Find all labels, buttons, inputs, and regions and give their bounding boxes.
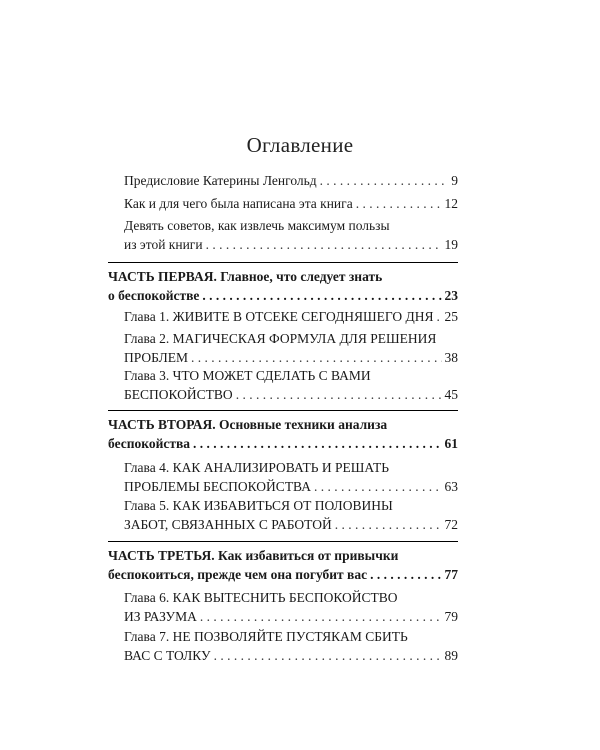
dot-leader [314, 477, 442, 496]
section-divider [108, 410, 458, 411]
toc-entry-label: Глава 3. ЧТО МОЖЕТ СДЕЛАТЬ С ВАМИ [124, 368, 371, 383]
toc-entry-label: БЕСПОКОЙСТВО [124, 387, 233, 402]
dot-leader [356, 194, 442, 213]
toc-entry-label: ПРОБЛЕМ [124, 350, 188, 365]
toc-page-number: 12 [444, 196, 458, 211]
toc-page-number: 63 [444, 479, 458, 494]
section-divider [108, 262, 458, 263]
toc-part-1 [108, 267, 458, 305]
dot-leader [200, 607, 442, 626]
toc-entry-label: Глава 5. КАК ИЗБАВИТЬСЯ ОТ ПОЛОВИНЫ [124, 498, 393, 513]
dot-leader [193, 434, 441, 453]
toc-entry-label: Глава 7. НЕ ПОЗВОЛЯЙТЕ ПУСТЯКАМ СБИТЬ [124, 629, 408, 644]
dot-leader [202, 286, 441, 305]
toc-entry-label: Глава 6. КАК ВЫТЕСНИТЬ БЕСПОКОЙСТВО [124, 590, 398, 605]
toc-entry-label: Глава 4. КАК АНАЛИЗИРОВАТЬ И РЕШАТЬ [124, 460, 389, 475]
section-divider [108, 541, 458, 542]
toc-page-number: 23 [444, 288, 458, 303]
toc-part-label: беспокоиться, прежде чем она погубит вас [108, 567, 368, 582]
toc-page-number: 9 [451, 173, 458, 188]
toc-part-label: ЧАСТЬ ТРЕТЬЯ. Как избавиться от привычки [108, 548, 399, 563]
toc-part-label: ЧАСТЬ ПЕРВАЯ. Главное, что следует знать [108, 269, 383, 284]
toc-entry-label: Глава 2. МАГИЧЕСКАЯ ФОРМУЛА ДЛЯ РЕШЕНИЯ [124, 331, 437, 346]
toc-page-number: 45 [444, 387, 458, 402]
toc-page-number: 38 [444, 350, 458, 365]
dot-leader [335, 515, 442, 534]
toc-part-label: ЧАСТЬ ВТОРАЯ. Основные техники анализа [108, 417, 388, 432]
toc-chapter-4 [124, 458, 458, 496]
toc-page-number: 89 [444, 648, 458, 663]
toc-chapter-3 [124, 366, 458, 404]
dot-leader [320, 171, 449, 190]
toc-part-3 [108, 546, 458, 584]
toc-chapter-7 [124, 627, 458, 665]
toc-page-number: 72 [444, 517, 458, 532]
dot-leader [370, 565, 441, 584]
toc-chapter-5 [124, 496, 458, 534]
toc-entry-nine-tips [124, 216, 458, 254]
page-title: Оглавление [246, 133, 354, 157]
toc-page-number: 25 [444, 309, 458, 324]
dot-leader [206, 235, 442, 254]
toc-entry-label: Предисловие Катерины Ленгольд [124, 173, 317, 188]
dot-leader [214, 646, 442, 665]
toc-part-label: беспокойства [108, 436, 191, 451]
toc-page-number: 61 [444, 436, 458, 451]
toc-entry-label: ПРОБЛЕМЫ БЕСПОКОЙСТВА [124, 479, 311, 494]
toc-page-number: 77 [444, 567, 458, 582]
toc-entry-label: ИЗ РАЗУМА [124, 609, 197, 624]
toc-entry-how-written [124, 194, 458, 213]
toc-chapter-2 [124, 329, 458, 367]
toc-chapter-1 [124, 307, 458, 326]
toc-page-number: 79 [444, 609, 458, 624]
dot-leader [436, 307, 441, 326]
toc-part-2 [108, 415, 458, 453]
dot-leader [191, 348, 442, 367]
dot-leader [236, 385, 442, 404]
toc-entry-label: Как и для чего была написана эта книга [124, 196, 353, 211]
toc-entry-label: ЗАБОТ, СВЯЗАННЫХ С РАБОТОЙ [124, 517, 332, 532]
toc-part-label: о беспокойстве [108, 288, 200, 303]
toc-page-number: 19 [444, 237, 458, 252]
toc-entry-preface [124, 171, 458, 190]
toc-entry-label: из этой книги [124, 237, 203, 252]
toc-chapter-6 [124, 588, 458, 626]
toc-entry-label: Девять советов, как извлечь максимум пользы [124, 218, 390, 233]
toc-entry-label: Глава 1. ЖИВИТЕ В ОТСЕКЕ СЕГОДНЯШЕГО ДНЯ [124, 309, 434, 324]
toc-entry-label: ВАС С ТОЛКУ [124, 648, 211, 663]
